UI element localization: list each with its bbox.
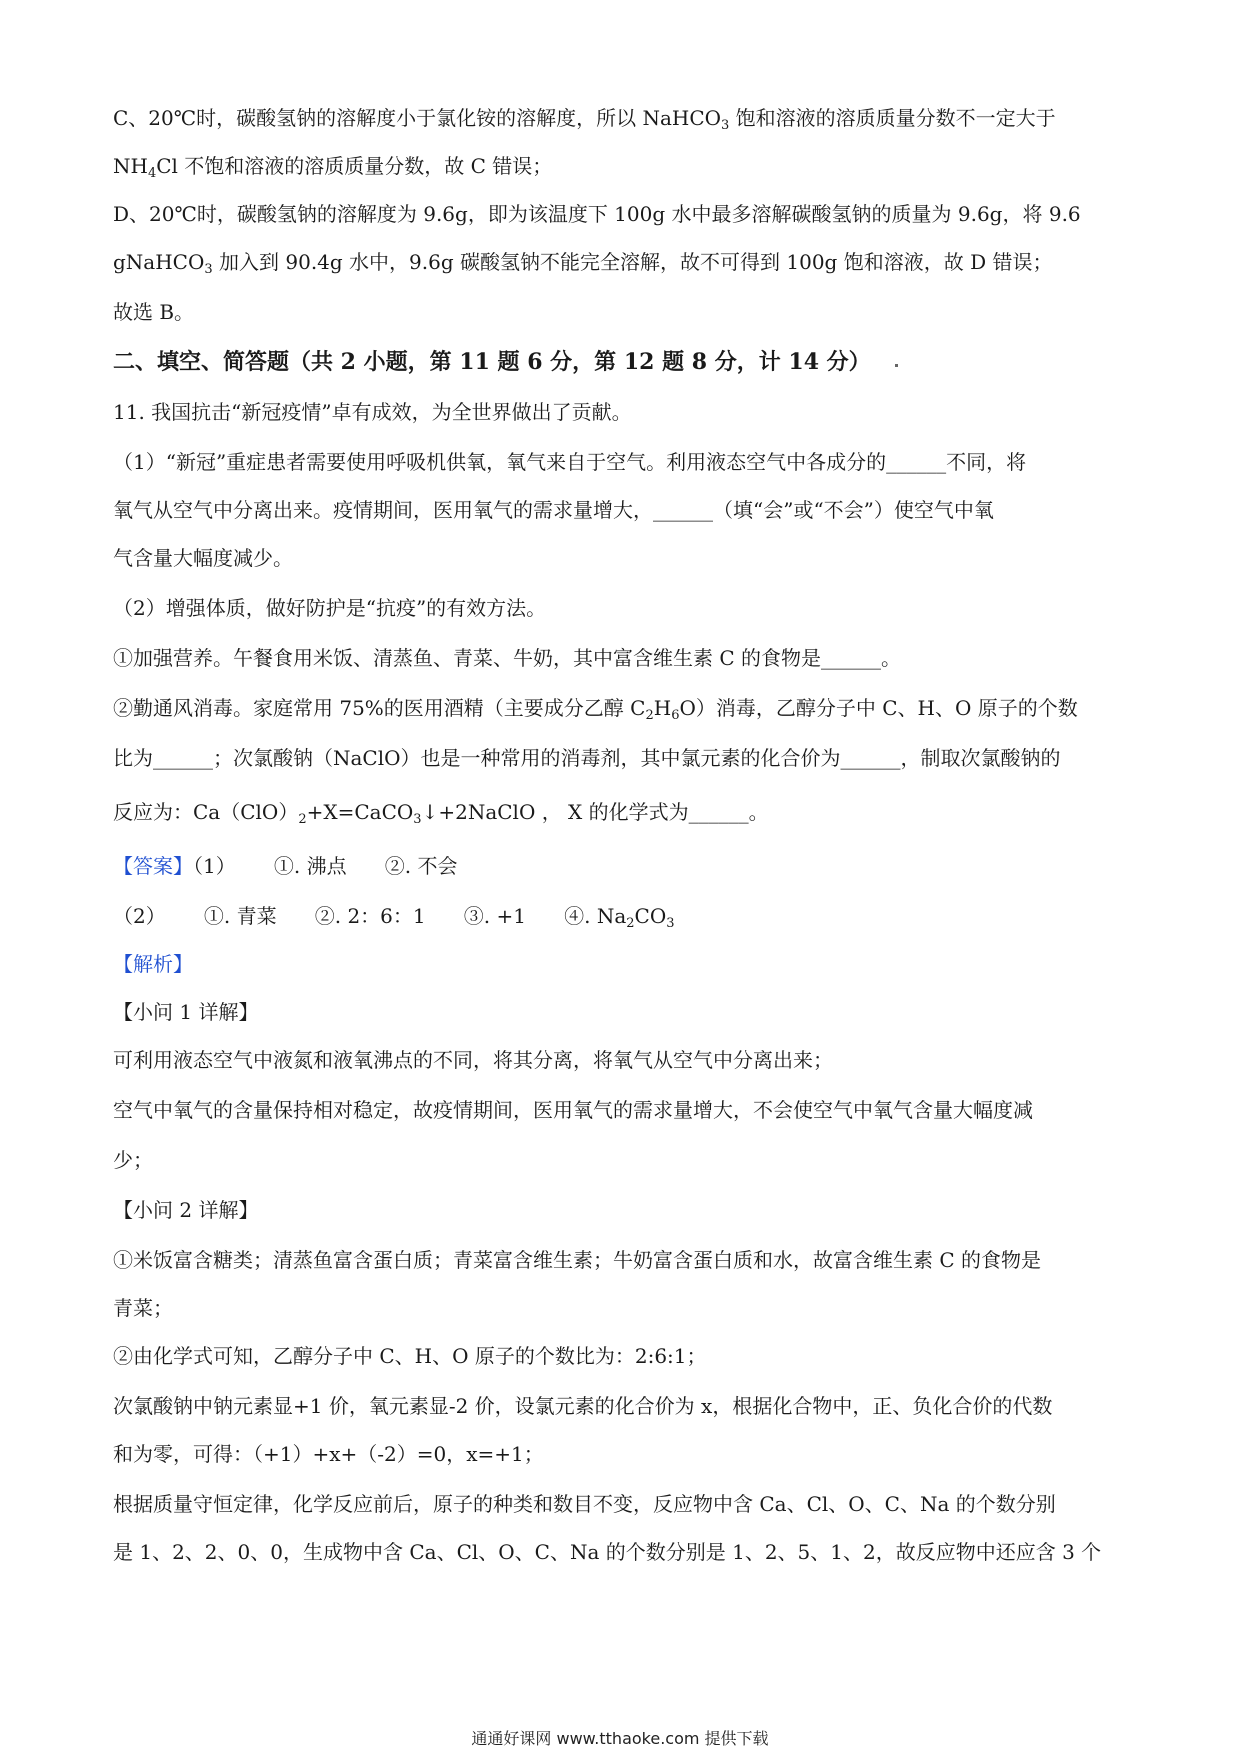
sub-question-2-line-7: 是 1、2、2、0、0，生成物中含 Ca、Cl、O、C、Na 的个数分别是 1、2、5、1、2，故反应物中还应含 3 个 <box>113 1540 1102 1564</box>
question-11-part2-item2-line2: 比为______；次氯酸钠（NaClO）也是一种常用的消毒剂，其中氯元素的化合价为______，制取次氯酸钠的 <box>113 746 1061 770</box>
sub-question-2-heading: 【小问 2 详解】 <box>113 1198 259 1222</box>
question-11-part1-line-2: 氧气从空气中分离出来。疫情期间，医用氧气的需求量增大，______（填“会”或“不会”）使空气中氧 <box>113 498 994 522</box>
sub-question-2-line-4: 次氯酸钠中钠元素显+1 价，氧元素显-2 价，设氯元素的化合价为 x，根据化合物中，正、负化合价的代数 <box>113 1394 1053 1418</box>
page-footer: 通通好课网 www.tthaoke.com 提供下载 <box>471 1729 769 1748</box>
sub-question-1-line-1: 可利用液态空气中液氮和液氧沸点的不同，将其分离，将氧气从空气中分离出来； <box>113 1048 833 1072</box>
option-c-line-2: $NH_4Cl$ 不饱和溶液的溶质质量分数，故 C 错误； <box>113 154 553 181</box>
answer-line-1: 【答案】（1） ①. 沸点 ②. 不会 <box>113 854 458 878</box>
option-c-line-1: C、20℃时，碳酸氢钠的溶解度小于氯化铵的溶解度，所以 NaHCO$_3$ 饱和溶液的溶质质量分数不一定大于 <box>113 106 1056 133</box>
question-11-part2-item2-line1: ②勤通风消毒。家庭常用 75%的医用酒精（主要成分乙醇 $C_2H_6O$）消毒，乙醇分子中 C、H、O 原子的个数 <box>113 696 1078 723</box>
sub-question-2-line-3: ②由化学式可知，乙醇分子中 C、H、O 原子的个数比为：2:6:1； <box>113 1344 707 1368</box>
answer-label: 【答案】 <box>113 854 193 878</box>
question-11-stem: 11. 我国抗击“新冠疫情”卓有成效，为全世界做出了贡献。 <box>113 400 632 424</box>
section-heading: 二、填空、简答题（共 2 小题，第 11 题 6 分，第 12 题 8 分，计 14 分） <box>113 349 871 375</box>
question-11-reaction-line: 反应为：$Ca(ClO)_2+X=CaCO_3↓+2NaClO$ ， X 的化学式为______。 <box>113 800 769 827</box>
option-d-line-2: gNaHCO$_3$ 加入到 90.4g 水中，9.6g 碳酸氢钠不能完全溶解，故不可得到 100g 饱和溶液，故 D 错误； <box>113 250 1053 277</box>
sub-question-1-line-3: 少； <box>113 1148 153 1172</box>
selection-line: 故选 B。 <box>113 300 195 324</box>
question-11-part1-line-1: （1）“新冠”重症患者需要使用呼吸机供氧，氧气来自于空气。利用液态空气中各成分的______不同，将 <box>113 450 1027 474</box>
sub-question-2-line-5: 和为零，可得：（+1）+x+（-2）=0，x=+1； <box>113 1442 544 1466</box>
question-11-part2-stem: （2）增强体质，做好防护是“抗疫”的有效方法。 <box>113 596 547 620</box>
question-11-part2-item1: ①加强营养。午餐食用米饭、清蒸鱼、青菜、牛奶，其中富含维生素 C 的食物是______。 <box>113 646 902 670</box>
analysis-label: 【解析】 <box>113 952 193 976</box>
sub-question-2-line-6: 根据质量守恒定律，化学反应前后，原子的种类和数目不变，反应物中含 Ca、Cl、O、C、Na 的个数分别 <box>113 1492 1056 1516</box>
sub-question-1-line-2: 空气中氧气的含量保持相对稳定，故疫情期间，医用氧气的需求量增大，不会使空气中氧气含量大幅度减 <box>113 1098 1033 1122</box>
option-d-line-1: D、20℃时，碳酸氢钠的溶解度为 9.6g，即为该温度下 100g 水中最多溶解碳酸氢钠的质量为 9.6g，将 9.6 <box>113 202 1081 226</box>
question-11-part1-line-3: 气含量大幅度减少。 <box>113 546 293 570</box>
sub-question-2-line-2: 青菜； <box>113 1296 173 1320</box>
sub-question-2-line-1: ①米饭富含糖类；清蒸鱼富含蛋白质；青菜富含维生素；牛奶富含蛋白质和水，故富含维生素 C 的食物是 <box>113 1248 1042 1272</box>
answer-line-2: （2） ①. 青菜 ②. 2：6：1 ③. +1 ④. $Na_2CO_3$ <box>113 904 675 931</box>
sub-question-1-heading: 【小问 1 详解】 <box>113 1000 259 1024</box>
scan-dot <box>895 364 898 367</box>
